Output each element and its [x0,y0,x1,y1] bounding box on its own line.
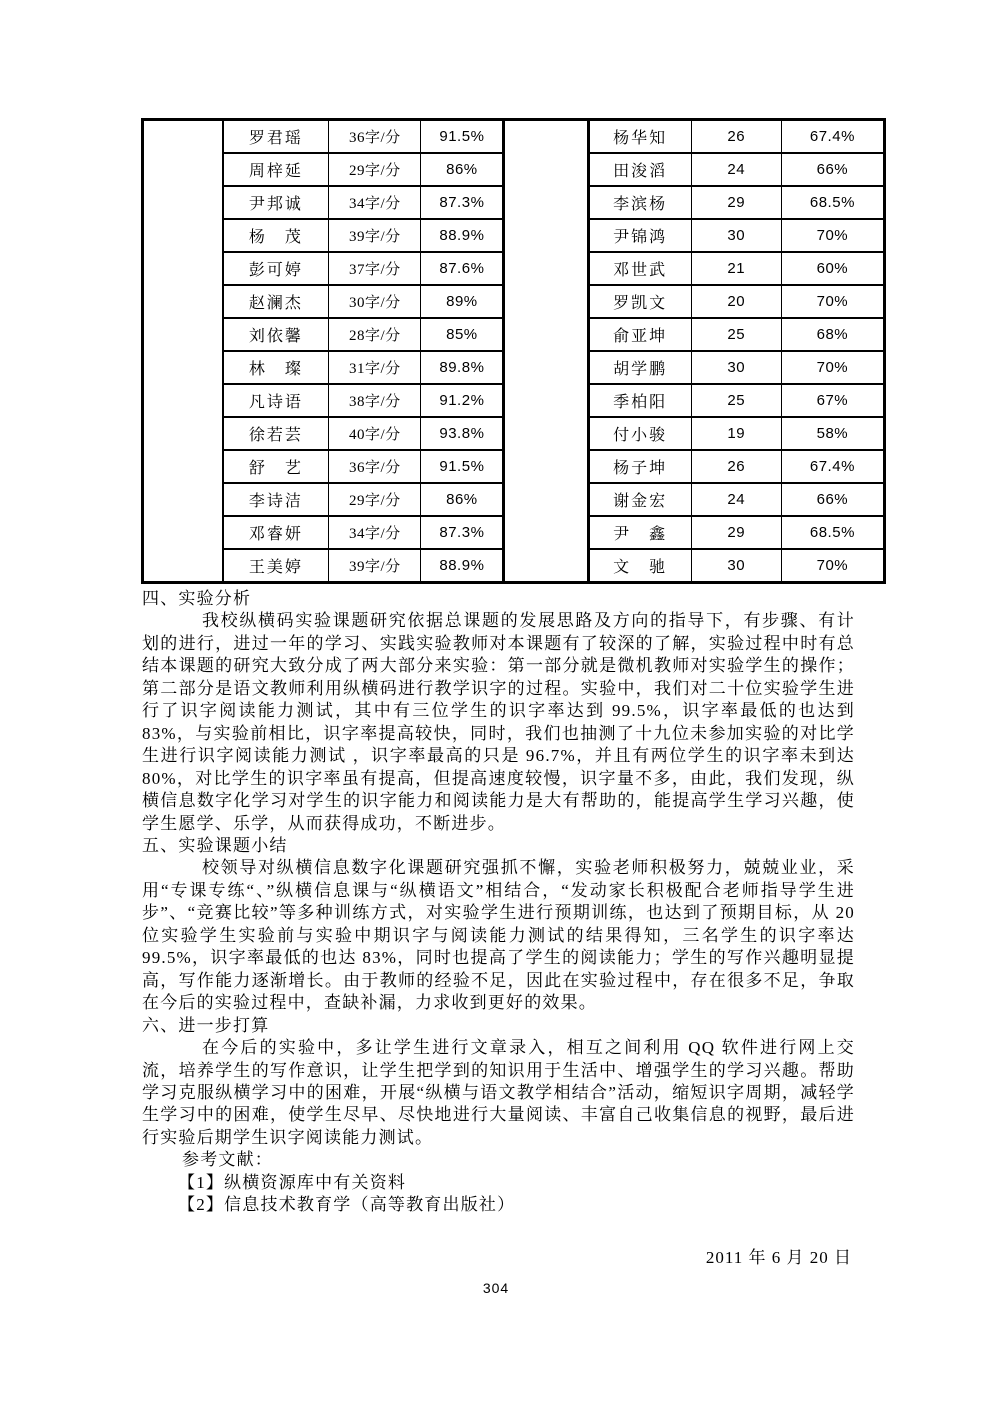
section-heading-1: 四、实验分析 [142,589,252,608]
section-paragraph-1: 我校纵横码实验课题研究依据总课题的发展思路及方向的指导下，有步骤、有计划的进行，进过一年的学习、实践实验教师对本课题有了较深的了解，实验过程中时有总结本课题的研究大致分成了两大部分来实验：第一部分就是微机教师对实验学生的操作；第二部分是语文教师利用纵横码进行教学识字的过程。实验中，我们对二十位实验学生进行了识字阅读能力测试，其中有三位学生的识字率达到 99.5%，识字率最低的也达到 83%，与实验前相比，识字率提高较快，同时，我们也抽测了十九位未参加实验的对比学生进行识字阅读能力测试 ，识字率最高的只是 96.7%，并且有两位学生的识字率未到达 80%，对比学生的识字率虽有提高，但提高速度较慢，识字量不多，由此，我们发现，纵横信息数字化学习对学生的识字能力和阅读能力是大有帮助的，能提高学生学习兴趣，使学生愿学、乐学，从而获得成功，不断进步。 [142,611,855,833]
char-count-cell: 30 [691,219,781,252]
char-count-cell: 21 [691,252,781,285]
student-name-cell: 王美婷 [223,549,329,583]
text-block [142,588,855,1217]
student-name-cell: 徐若芸 [223,417,329,450]
references-label: 参考文献： [182,1150,273,1170]
char-count-cell: 19 [691,417,781,450]
literacy-rate-cell: 70% [781,351,884,384]
literacy-rate-cell: 58% [781,417,884,450]
typing-speed-cell: 37字/分 [329,252,421,285]
literacy-rate-cell: 91.5% [421,120,504,154]
reference-item-1: 【1】纵横资源库中有关资料 [178,1172,407,1192]
literacy-rate-cell: 68.5% [781,186,884,219]
student-name-cell: 彭可婷 [223,252,329,285]
literacy-rate-cell: 67.4% [781,120,884,154]
literacy-rate-cell: 67% [781,384,884,417]
literacy-rate-cell: 70% [781,285,884,318]
student-name-cell: 刘依馨 [223,318,329,351]
student-name-cell: 文 驰 [588,549,691,583]
student-name-cell: 谢金宏 [588,483,691,516]
literacy-rate-cell: 89% [421,285,504,318]
student-name-cell: 杨华知 [588,120,691,154]
char-count-cell: 24 [691,483,781,516]
literacy-rate-cell: 87.6% [421,252,504,285]
student-name-cell: 胡学鹏 [588,351,691,384]
char-count-cell: 30 [691,351,781,384]
literacy-rate-cell: 66% [781,153,884,186]
char-count-cell: 25 [691,318,781,351]
char-count-cell: 24 [691,153,781,186]
section-heading-3: 六、进一步打算 [142,1015,270,1035]
sections-container [142,588,855,1149]
typing-speed-cell: 40字/分 [329,417,421,450]
student-name-cell: 田浚滔 [588,153,691,186]
section-paragraph-3: 在今后的实验中，多让学生进行文章录入，相互之间利用 QQ 软件进行网上交流，培养学生的写作意识，让学生把学到的知识用于生活中、增强学生的学习兴趣。帮助学习克服纵横学习中的困难，开展“纵横与语文教学相结合”活动，缩短识字周期，减轻学生学习中的困难，使学生尽早、尽快地进行大量阅读、丰富自己收集信息的视野，最后进行实验后期学生识字阅读能力测试。 [142,1038,855,1147]
char-count-cell: 26 [691,450,781,483]
char-count-cell: 30 [691,549,781,583]
student-name-cell: 俞亚坤 [588,318,691,351]
char-count-cell: 29 [691,516,781,549]
typing-speed-cell: 34字/分 [329,186,421,219]
literacy-rate-cell: 93.8% [421,417,504,450]
char-count-cell: 26 [691,120,781,154]
student-name-cell: 凡诗语 [223,384,329,417]
student-name-cell: 杨子坤 [588,450,691,483]
student-name-cell: 尹锦鸿 [588,219,691,252]
literacy-rate-cell: 91.5% [421,450,504,483]
student-name-cell: 付小骏 [588,417,691,450]
student-name-cell: 舒 艺 [223,450,329,483]
literacy-rate-cell: 70% [781,549,884,583]
student-name-cell: 杨 茂 [223,219,329,252]
student-name-cell: 季柏阳 [588,384,691,417]
char-count-cell: 20 [691,285,781,318]
student-name-cell: 赵澜杰 [223,285,329,318]
student-name-cell: 罗凯文 [588,285,691,318]
table-spacer-column-middle [504,120,588,583]
student-score-table [141,118,886,584]
typing-speed-cell: 39字/分 [329,219,421,252]
student-name-cell: 尹 鑫 [588,516,691,549]
typing-speed-cell: 36字/分 [329,120,421,154]
document-date: 2011 年 6 月 20 日 [705,1248,852,1267]
reference-item-2: 【2】信息技术教育学（高等教育出版社） [178,1195,516,1215]
literacy-rate-cell: 70% [781,219,884,252]
student-name-cell: 邓世武 [588,252,691,285]
student-name-cell: 李诗洁 [223,483,329,516]
literacy-rate-cell: 85% [421,318,504,351]
literacy-rate-cell: 86% [421,483,504,516]
typing-speed-cell: 29字/分 [329,483,421,516]
references-list [142,1172,855,1217]
char-count-cell: 25 [691,384,781,417]
table-spacer-column-left [143,120,223,583]
typing-speed-cell: 28字/分 [329,318,421,351]
typing-speed-cell: 29字/分 [329,153,421,186]
literacy-rate-cell: 88.9% [421,549,504,583]
literacy-rate-cell: 67.4% [781,450,884,483]
typing-speed-cell: 31字/分 [329,351,421,384]
literacy-rate-cell: 60% [781,252,884,285]
student-name-cell: 尹邦诚 [223,186,329,219]
student-name-cell: 罗君瑶 [223,120,329,154]
student-name-cell: 邓睿妍 [223,516,329,549]
student-name-cell: 李滨杨 [588,186,691,219]
page-number: 304 [482,1280,510,1296]
literacy-rate-cell: 68.5% [781,516,884,549]
literacy-rate-cell: 89.8% [421,351,504,384]
section-heading-2: 五、实验课题小结 [142,835,288,855]
typing-speed-cell: 38字/分 [329,384,421,417]
literacy-rate-cell: 68% [781,318,884,351]
literacy-rate-cell: 87.3% [421,516,504,549]
char-count-cell: 29 [691,186,781,219]
section-paragraph-2: 校领导对纵横信息数字化课题研究强抓不懈，实验老师积极努力，兢兢业业，采用“专课专练“、”纵横信息课与“纵横语文”相结合，“发动家长积极配合老师指导学生进步”、“竞赛比较”等多种训练方式，对实验学生进行预期训练，也达到了预期目标，从 20 位实验学生实验前与实验中期识字与阅读能力测试的结果得知，三名学生的识字率达 99.5%，识字率最低的也达 83%，同时也提高了学生的阅读能力；学生的写作兴趣明显提高，写作能力逐渐增长。由于教师的经验不足，因此在实验过程中，存在很多不足，争取在今后的实验过程中，查缺补漏，力求收到更好的效果。 [142,858,855,1013]
table-row [143,120,885,154]
typing-speed-cell: 30字/分 [329,285,421,318]
typing-speed-cell: 34字/分 [329,516,421,549]
typing-speed-cell: 36字/分 [329,450,421,483]
literacy-rate-cell: 88.9% [421,219,504,252]
literacy-rate-cell: 91.2% [421,384,504,417]
student-name-cell: 林 璨 [223,351,329,384]
literacy-rate-cell: 87.3% [421,186,504,219]
student-name-cell: 周梓延 [223,153,329,186]
literacy-rate-cell: 66% [781,483,884,516]
literacy-rate-cell: 86% [421,153,504,186]
typing-speed-cell: 39字/分 [329,549,421,583]
